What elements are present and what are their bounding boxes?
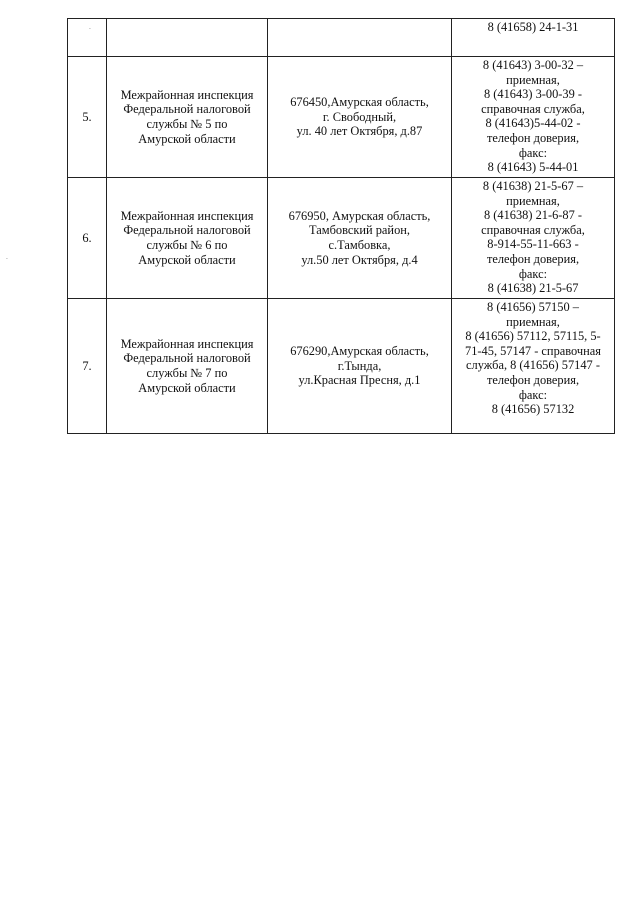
phone-line: 8 (41638) 21-5-67 – — [482, 179, 584, 193]
phone-line: 8 (41643) 3-00-39 - — [483, 87, 583, 102]
phone-line: приемная, — [506, 314, 560, 329]
phone-line: 8 (41656) 57132 — [491, 402, 575, 417]
phone-line: телефон доверия, — [486, 372, 580, 387]
phones-cell — [452, 299, 615, 434]
phone-line: 8 (41643)5-44-02 - — [485, 116, 581, 131]
name-line: Федеральной налоговой — [123, 223, 251, 238]
address-cell — [268, 299, 452, 434]
phone-line: справочная служба, — [481, 101, 585, 116]
number-cell — [68, 57, 107, 178]
phone-line: 8 (41638) 21-5-67 — [487, 281, 579, 296]
phones-cell — [452, 19, 615, 57]
name-line: Межрайонная инспекция — [120, 208, 254, 223]
name-line: Межрайонная инспекция — [120, 87, 254, 102]
name-cell — [107, 178, 268, 299]
table-row — [68, 178, 615, 299]
address-line: г.Тында, — [337, 358, 382, 373]
name-line: службы № 6 по — [146, 238, 228, 252]
address-cell — [268, 57, 452, 178]
name-cell — [107, 19, 268, 57]
phone-line: 8 (41643) 3-00-32 – — [482, 58, 584, 72]
table-body — [68, 19, 615, 434]
phone-line: приемная, — [506, 193, 560, 208]
address-cell — [268, 178, 452, 299]
phone-line: телефон доверия, — [486, 130, 580, 145]
phone-line: 8 (41638) 21-6-87 - — [483, 208, 583, 223]
table-row — [68, 19, 615, 57]
phone-line: 8 (41656) 57150 – — [487, 300, 579, 314]
phone-line: 8 (41643) 5-44-01 — [487, 160, 579, 175]
number-cell — [68, 178, 107, 299]
address-line: г. Свободный, — [322, 109, 397, 124]
row-number: 5. — [82, 109, 92, 124]
address-line: ул.50 лет Октября, д.4 — [301, 252, 418, 267]
name-line: службы № 5 по — [146, 117, 228, 131]
number-cell — [68, 299, 107, 434]
scan-dot-mark: · — [89, 26, 91, 33]
name-line: Амурской области — [138, 131, 236, 146]
phone-line: факс: — [518, 145, 548, 160]
phones-cell — [452, 57, 615, 178]
phone-line: 71-45, 57147 - справочная — [465, 343, 601, 358]
address-line: ул.Красная Пресня, д.1 — [298, 373, 421, 388]
name-line: Федеральной налоговой — [123, 102, 251, 117]
address-line: Тамбовский район, — [308, 223, 410, 238]
table-row — [68, 299, 615, 434]
phone-line: служба, 8 (41656) 57147 - — [466, 358, 600, 373]
scan-dot-mark: · — [6, 256, 8, 263]
phone-line: справочная служба, — [481, 222, 585, 237]
name-cell — [107, 57, 268, 178]
phone-line: факс: — [518, 266, 548, 281]
table-row — [68, 57, 615, 178]
address-line: 676450,Амурская область, — [290, 95, 429, 110]
row-number: 7. — [82, 358, 92, 373]
address-line: ул. 40 лет Октября, д.87 — [296, 124, 423, 139]
phone-line: 8 (41658) 24-1-31 — [487, 20, 579, 34]
phone-line: 8 (41656) 57112, 57115, 5- — [465, 329, 601, 344]
number-cell — [68, 19, 107, 57]
address-line: 676290,Амурская область, — [290, 344, 429, 359]
address-line: с.Тамбовка, — [328, 238, 391, 252]
phone-line: факс: — [518, 387, 548, 402]
name-line: Амурской области — [138, 380, 236, 395]
tax-offices-table — [67, 18, 615, 434]
row-number: 6. — [82, 230, 92, 245]
phone-line: приемная, — [506, 72, 560, 87]
address-line: 676950, Амурская область, — [288, 208, 431, 223]
name-line: Амурской области — [138, 252, 236, 267]
phone-line: 8-914-55-11-663 - — [487, 237, 579, 252]
name-cell — [107, 299, 268, 434]
address-cell — [268, 19, 452, 57]
phone-line: телефон доверия, — [486, 251, 580, 266]
phones-cell — [452, 178, 615, 299]
name-line: Федеральной налоговой — [123, 351, 251, 366]
name-line: службы № 7 по — [146, 366, 228, 380]
name-line: Межрайонная инспекция — [120, 336, 254, 351]
